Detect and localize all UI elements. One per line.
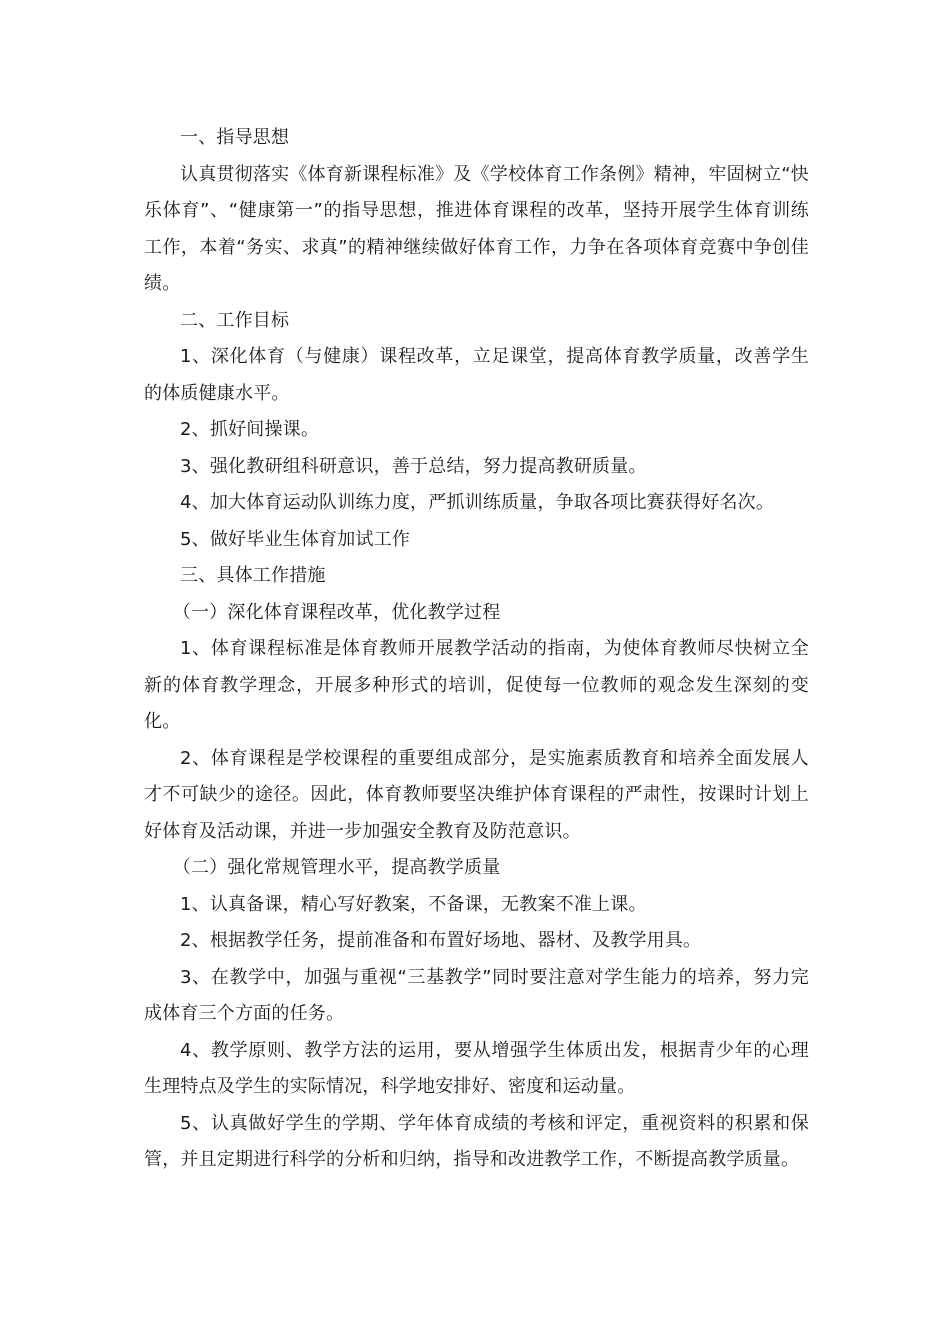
list-item: 4、加大体育运动队训练力度，严抓训练质量，争取各项比赛获得好名次。 (180, 492, 775, 513)
list-item: 2、体育课程是学校课程的重要组成部分，是实施素质教育和培养全面发展人才不可缺少的途径。因此，体育教师要坚决维护体育课程的严肃性，按课时计划上好体育及活动课，并进一步加强安全教育及防范意识。 (144, 747, 809, 842)
list-item: 2、根据教学任务，提前准备和布置好场地、器材、及教学用具。 (180, 930, 702, 951)
subsection-heading: （一）深化体育课程改革，优化教学过程 (172, 601, 501, 623)
list-item: 1、认真备课，精心写好教案，不备课，无教案不准上课。 (180, 893, 647, 915)
section-heading-work-goals: 二、工作目标 (180, 309, 290, 331)
list-item: 4、教学原则、教学方法的运用，要从增强学生体质出发，根据青少年的心理生理特点及学生的实际情况，科学地安排好、密度和运动量。 (144, 1039, 809, 1097)
section-heading-guiding-ideology: 一、指导思想 (180, 127, 290, 148)
list-item: 2、抓好间操课。 (180, 419, 320, 440)
document-body (144, 120, 809, 1179)
section-heading-measures: 三、具体工作措施 (180, 565, 326, 586)
paragraph: 认真贯彻落实《体育新课程标准》及《学校体育工作条例》精神，牢固树立“快乐体育”、“健康第一”的指导思想，推进体育课程的改革，坚持开展学生体育训练工作，本着“务实、求真”的精神继续做好体育工作，力争在各项体育竞赛中争创佳绩。 (144, 163, 809, 294)
list-item: 3、强化教研组科研意识，善于总结，努力提高教研质量。 (180, 455, 647, 477)
list-item: 1、深化体育（与健康）课程改革，立足课堂，提高体育教学质量，改善学生的体质健康水平。 (144, 346, 809, 404)
list-item: 5、认真做好学生的学期、学年体育成绩的考核和评定，重视资料的积累和保管，并且定期进行科学的分析和归纳，指导和改进教学工作，不断提高教学质量。 (144, 1112, 809, 1170)
list-item: 3、在教学中，加强与重视“三基教学”同时要注意对学生能力的培养，努力完成体育三个方面的任务。 (144, 966, 809, 1024)
list-item: 5、做好毕业生体育加试工作 (180, 528, 411, 550)
list-item: 1、体育课程标准是体育教师开展教学活动的指南，为使体育教师尽快树立全新的体育教学理念，开展多种形式的培训，促使每一位教师的观念发生深刻的变化。 (144, 638, 809, 732)
subsection-heading: （二）强化常规管理水平，提高教学质量 (172, 857, 501, 878)
